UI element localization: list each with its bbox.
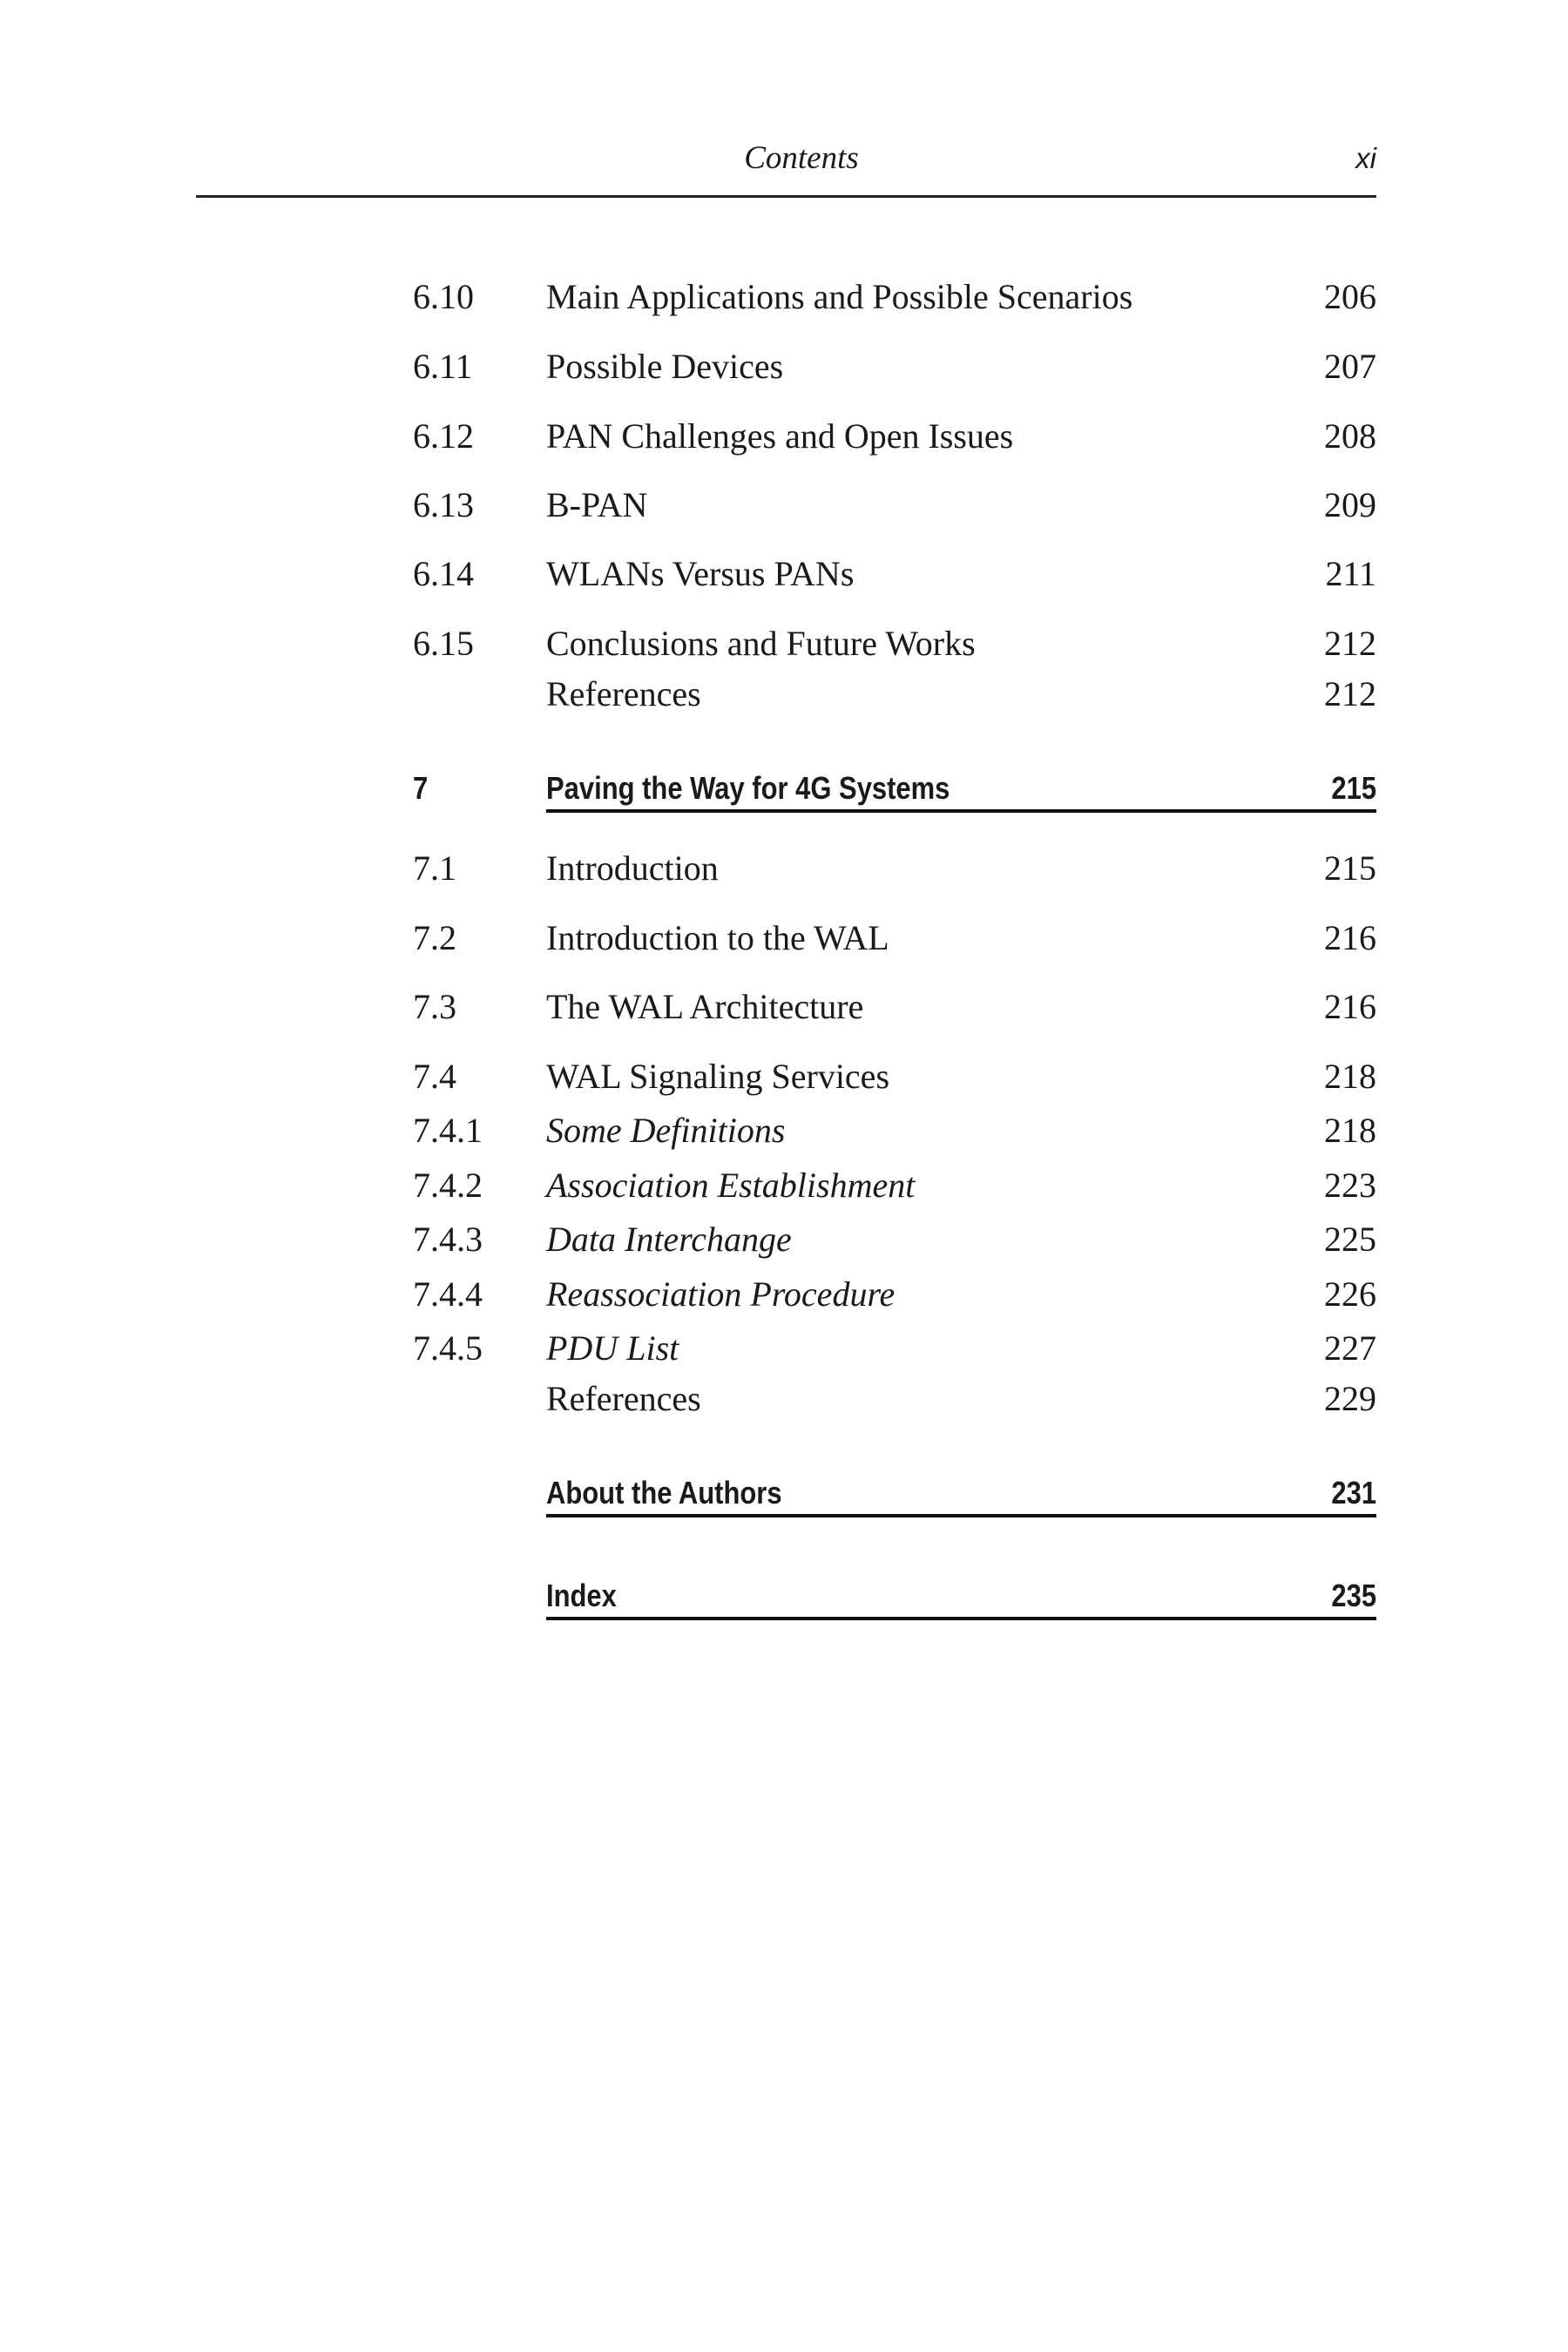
- toc-entry-title: Main Applications and Possible Scenarios: [546, 277, 1133, 316]
- toc-entry-title: Association Establishment: [546, 1166, 916, 1205]
- toc-entry-title: PAN Challenges and Open Issues: [546, 416, 1014, 456]
- toc-entry-page: 212: [1324, 674, 1376, 713]
- toc-entry: [0, 622, 1568, 666]
- toc-entry-title: WLANs Versus PANs: [546, 554, 855, 593]
- toc-entry-references: [0, 672, 1568, 716]
- toc-entry-title: B-PAN: [546, 485, 648, 524]
- toc-entry-references: [0, 1377, 1568, 1421]
- toc-entry: [0, 415, 1568, 458]
- toc-entry-page: 208: [1324, 416, 1376, 456]
- toc-entry: [0, 345, 1568, 389]
- toc-chapter-title: About the Authors: [546, 1475, 782, 1511]
- toc-chapter-page: 235: [1331, 1578, 1376, 1613]
- toc-entry-page: 212: [1324, 624, 1376, 663]
- toc-entry-number: 7.4.4: [413, 1274, 483, 1314]
- toc-entry-number: 7.4.2: [413, 1166, 483, 1205]
- chapter-rule: [546, 1514, 1376, 1517]
- toc-entry-page: 215: [1324, 848, 1376, 888]
- toc-backmatter-heading: [0, 1574, 1568, 1618]
- toc-chapter-page: 231: [1331, 1475, 1376, 1511]
- toc-entry-page: 211: [1325, 554, 1376, 593]
- toc-entry-page: 216: [1324, 918, 1376, 957]
- toc-chapter-page: 215: [1331, 770, 1376, 806]
- toc-entry-title: Conclusions and Future Works: [546, 624, 976, 663]
- toc-entry-page: 207: [1324, 347, 1376, 386]
- toc-entry-title: Introduction to the WAL: [546, 918, 889, 957]
- toc-entry-number: 6.11: [413, 347, 473, 386]
- toc-entry-number: 7.4.3: [413, 1220, 483, 1259]
- toc-entry-number: 6.14: [413, 554, 474, 593]
- toc-entry-page: 223: [1324, 1166, 1376, 1205]
- toc-subentry: [0, 1109, 1568, 1152]
- toc-entry-page: 216: [1324, 987, 1376, 1026]
- page-folio: xi: [1355, 142, 1376, 174]
- toc-chapter-number: 7: [413, 770, 429, 806]
- toc-entry-number: 7.3: [413, 987, 456, 1026]
- toc-entry-title: References: [546, 1379, 701, 1418]
- toc-subentry: [0, 1164, 1568, 1207]
- toc-subentry: [0, 1273, 1568, 1316]
- running-header-title: Contents: [744, 140, 859, 176]
- toc-subentry: [0, 1218, 1568, 1261]
- toc-entry-title: The WAL Architecture: [546, 987, 864, 1026]
- toc-entry-number: 6.12: [413, 416, 474, 456]
- toc-entry-number: 7.4.1: [413, 1111, 483, 1150]
- toc-entry: [0, 552, 1568, 596]
- toc-entry: [0, 985, 1568, 1029]
- toc-entry-title: PDU List: [546, 1328, 679, 1368]
- toc-subentry: [0, 1327, 1568, 1370]
- toc-entry-page: 229: [1324, 1379, 1376, 1418]
- toc-entry: [0, 483, 1568, 527]
- toc-entry-number: 7.2: [413, 918, 456, 957]
- toc-entry: [0, 847, 1568, 890]
- toc-entry-title: Data Interchange: [546, 1220, 792, 1259]
- header-rule: [196, 195, 1376, 198]
- toc-entry-page: 226: [1324, 1274, 1376, 1314]
- toc-entry-number: 6.15: [413, 624, 474, 663]
- toc-entry-number: 7.4: [413, 1057, 456, 1096]
- toc-entry-number: 6.10: [413, 277, 474, 316]
- toc-entry-title: Introduction: [546, 848, 719, 888]
- toc-entry-title: Some Definitions: [546, 1111, 786, 1150]
- toc-entry-page: 225: [1324, 1220, 1376, 1259]
- toc-entry-number: 7.4.5: [413, 1328, 483, 1368]
- chapter-rule: [546, 1617, 1376, 1620]
- toc-entry-page: 209: [1324, 485, 1376, 524]
- toc-entry-number: 6.13: [413, 485, 474, 524]
- toc-entry-title: WAL Signaling Services: [546, 1057, 890, 1096]
- toc-entry-number: 7.1: [413, 848, 456, 888]
- toc-entry-title: References: [546, 674, 701, 713]
- toc-chapter-title: Paving the Way for 4G Systems: [546, 770, 950, 806]
- toc-entry-title: Possible Devices: [546, 347, 784, 386]
- toc-entry-page: 218: [1324, 1057, 1376, 1096]
- toc-entry: [0, 275, 1568, 319]
- toc-entry: [0, 1055, 1568, 1098]
- toc-entry: [0, 916, 1568, 960]
- chapter-rule: [546, 809, 1376, 813]
- toc-entry-page: 218: [1324, 1111, 1376, 1150]
- toc-entry-title: Reassociation Procedure: [546, 1274, 896, 1314]
- toc-chapter-title: Index: [546, 1578, 617, 1613]
- toc-entry-page: 206: [1324, 277, 1376, 316]
- toc-chapter-heading: [0, 767, 1568, 810]
- toc-entry-page: 227: [1324, 1328, 1376, 1368]
- toc-backmatter-heading: [0, 1471, 1568, 1515]
